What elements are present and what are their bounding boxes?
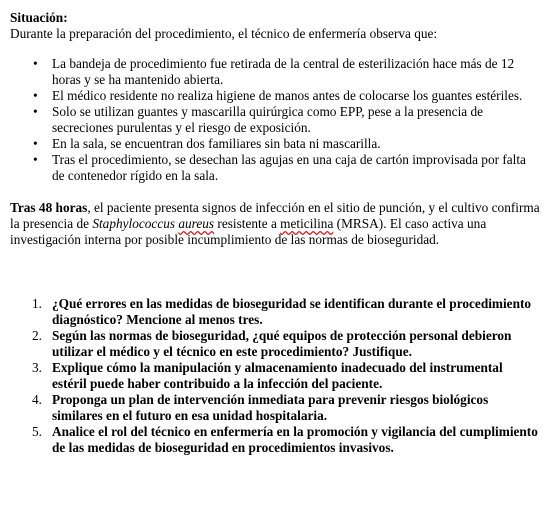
question-item [10, 328, 540, 360]
question-text: Proponga un plan de intervención inmediata para prevenir riesgos biológicos similares en el futuro en esa unidad hospitalaria. [52, 392, 489, 423]
observation-item [10, 152, 540, 184]
case-text-2: resistente a [214, 216, 281, 231]
observation-list [10, 56, 540, 184]
observation-text: El médico residente no realiza higiene de manos antes de colocarse los guantes estériles. [52, 88, 523, 103]
observation-item [10, 88, 540, 104]
case-paragraph [10, 200, 540, 248]
question-item [10, 424, 540, 456]
observation-text: La bandeja de procedimiento fue retirada de la central de esterilización hace más de 12 horas y se ha mantenido abierta. [52, 56, 515, 87]
question-number: 3. [32, 360, 42, 375]
question-number: 4. [32, 392, 42, 407]
question-text: Analice el rol del técnico en enfermería en la promoción y vigilancia del cumplimiento de las medidas de bioseguridad en procedimientos invasivos. [52, 424, 538, 455]
case-text-1: , el paciente presenta signos de infección en el sitio de punción, y el cultivo confirma la presencia de [10, 200, 540, 231]
bullet-icon: • [33, 104, 38, 119]
situation-intro: Durante la preparación del procedimiento, el técnico de enfermería observa que: [10, 26, 438, 41]
observation-text: Solo se utilizan guantes y mascarilla quirúrgica como EPP, pese a la presencia de secreciones purulentas y el riesgo de exposición. [52, 104, 484, 135]
organism-species: aureus [178, 216, 215, 231]
observation-text: Tras el procedimiento, se desechan las agujas en una caja de cartón improvisada por falta de contenedor rígido en la sala. [52, 152, 526, 183]
question-text: Según las normas de bioseguridad, ¿qué equipos de protección personal debieron utilizar el médico y el técnico en este procedimiento? Justifique. [52, 328, 512, 359]
question-text: Explique cómo la manipulación y almacenamiento inadecuado del instrumental estéril puede haber contribuido a la infección del paciente. [52, 360, 503, 391]
question-text: ¿Qué errores en las medidas de bioseguridad se identifican durante el procedimiento diagnóstico? Mencione al menos tres. [52, 296, 532, 327]
case-text-3: (MRSA). El caso activa una investigación interna por posible incumplimiento de las normas de bioseguridad. [10, 216, 487, 247]
question-item [10, 360, 540, 392]
question-item [10, 296, 540, 328]
observation-item [10, 56, 540, 88]
drug-name: meticilina [280, 216, 334, 231]
bullet-icon: • [33, 56, 38, 71]
bullet-icon: • [33, 152, 38, 167]
situation-heading: Situación: [10, 10, 68, 25]
question-number: 1. [32, 296, 42, 311]
question-item [10, 392, 540, 424]
observation-item [10, 104, 540, 136]
organism-genus: Staphylococcus [92, 216, 176, 231]
bullet-icon: • [33, 88, 38, 103]
bullet-icon: • [33, 136, 38, 151]
question-number: 2. [32, 328, 42, 343]
observation-text: En la sala, se encuentran dos familiares sin bata ni mascarilla. [52, 136, 381, 151]
question-number: 5. [32, 424, 42, 439]
case-lead: Tras 48 horas [10, 200, 88, 215]
observation-item [10, 136, 540, 152]
question-list [10, 296, 540, 456]
